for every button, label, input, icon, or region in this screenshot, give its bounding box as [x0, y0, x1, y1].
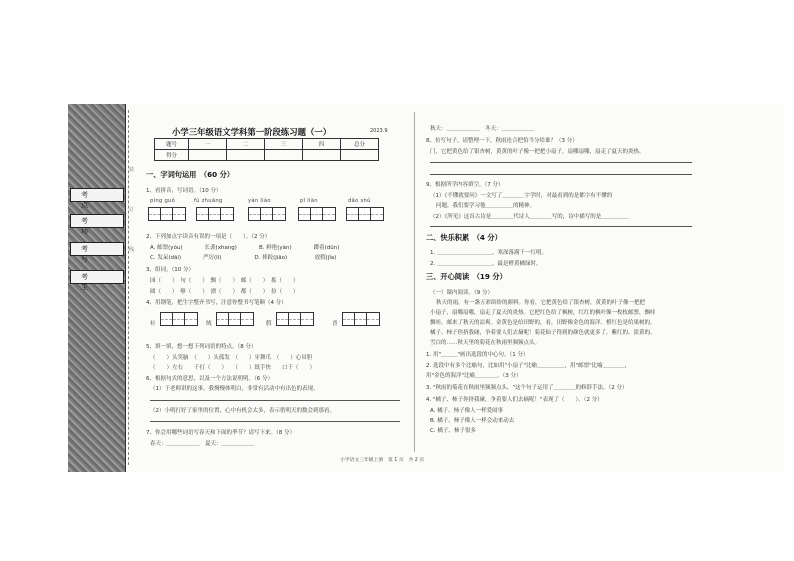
score-cell: 四 [303, 139, 341, 150]
copy-char-1: 衫 [150, 321, 156, 327]
writing-grid[interactable] [216, 312, 254, 326]
question-5: 5、填一填，想一想下列词语的特点。（8 分） [146, 344, 257, 350]
question-7-continued: 秋天：＿＿＿＿＿＿ 冬天：＿＿＿＿＿＿ [430, 126, 535, 132]
score-input-cell[interactable] [265, 150, 303, 161]
question-6-item-1: （1）于老师讲的这事，我慢慢体明白，非常有活动中有出色的表现。 [150, 386, 319, 392]
question-6-item-2: （2）小明打好了家里的位置，心中有机会太多，表示借明天的数会到那看。 [150, 408, 336, 414]
writing-grid[interactable] [196, 207, 234, 221]
question-9-item-2: （2）《所见》这首古诗是＿＿＿＿代诗人＿＿＿＿写的，诗中描写的是＿＿＿＿＿ [430, 214, 629, 220]
writing-grid[interactable] [298, 207, 336, 221]
question-9-item-1b: 问题，我们要学习他＿＿＿＿＿的精神。 [436, 203, 536, 209]
reading-question-4: 4. "橘子、柿子你挤我碰，争着要人们去摘呢！"表现了（ ）。（2 分） [426, 397, 603, 403]
student-name-label: 考 生 [81, 273, 115, 291]
score-cell: 得分 [155, 150, 189, 161]
copy-char-3: 假 [266, 321, 272, 327]
pinyin-5: dǎo shǔ [348, 198, 371, 204]
question-2-options-ab: A. 邮票(yóu) 长袭(xhang) B. 鲜艳(yàn) 蹲着(dūn) [150, 245, 340, 251]
question-3: 3、组词。（10 分） [146, 267, 194, 273]
question-4: 4、用钢笔，把生字整齐书写，注意你整书写笔顺（4 分） [146, 300, 287, 306]
score-cell: 总分 [341, 139, 379, 150]
score-input-cell[interactable] [341, 150, 379, 161]
score-cell: 一 [189, 139, 227, 150]
section-2-item-1: 1. ＿＿＿＿＿＿＿＿＿＿，寒深落满千一红明。 [430, 250, 547, 256]
pinyin-3: yán liào [248, 198, 271, 204]
exam-title: 小学三年级语文学科第一阶段练习题（一） [172, 127, 332, 137]
pinyin-4: pǐ liàn [300, 198, 318, 204]
score-input-cell[interactable] [303, 150, 341, 161]
section-2-item-2: 2. ＿＿＿＿＿＿＿＿＿＿，最是橙黄橘绿时。 [430, 261, 542, 267]
question-6: 6、根据句式的意思，以及一个方法说明明。（6 分） [146, 376, 273, 382]
question-9-item-1: （1）《不懂就要问》一文写了＿＿＿＿字学时，对最看到的是都字有不懂的 [430, 193, 613, 199]
writing-grid[interactable] [248, 207, 286, 221]
pinyin-2: fú zhuāng [194, 198, 223, 204]
reading-question-3: 3. "秋雨的菊花在秋雨里频频点头。"这个句子运用了＿＿＿＿的修辞手法。（2 分） [426, 385, 628, 391]
question-2-options-cd: C. 发呆(dāi) 严厉(lì) D. 摔跤(jiāo) 放假(jǐa) [150, 255, 337, 261]
reading-question-1: 1. 用"＿＿＿"画出选段的中心句。（1 分） [426, 352, 529, 358]
exam-date: 2023.9 [370, 128, 388, 134]
exam-room-box [70, 214, 124, 235]
exam-number-label: 考 号 [81, 245, 115, 263]
reading-passage-line-1: 秋天的雨，有一盏五彩缤纷的颜料。你看，它把黄色给了银杏树，黄黄的叶子像一把把 [436, 300, 646, 306]
reading-question-2: 2. 选段中有多个比喻句，比如用"小扇子"比喻＿＿＿＿＿，用"邮票"比喻＿＿＿＿， [426, 363, 631, 369]
binding-cut-text: 装订线 [129, 167, 135, 253]
copy-char-4: 晋 [332, 321, 338, 327]
reading-passage-line-2: 小扇子，扇哪扇哪，扇走了夏天的炎热。它把红色给了枫树，红红的枫叶像一枚枚邮票，飘哇 [430, 310, 656, 316]
question-8-example: 门，它把黄色给了银杏树，黄黄的叶子像一把把小扇子，扇哪扇哪，扇走了夏天的炎热。 [430, 149, 645, 155]
question-1: 1、看拼音，写词语。（10 分） [146, 188, 222, 194]
score-input-cell[interactable] [227, 150, 265, 161]
question-3-row-1: 园（ ） 句（ ） 飘（ ） 邮（ ） 拣（ ） [150, 278, 299, 284]
question-5-row-1: （ ）头笑脑 （ ）头孤发 （ ）牙舞爪 （ ）心吊胆 [150, 355, 313, 361]
answer-line[interactable] [430, 174, 692, 175]
binding-strip [68, 104, 126, 472]
reading-passage-line-4: 橘子、柿子你挤我碰，争着要人们去摘呢！菊花仙子得到的颜色就更多了，紫红的、淡黄的、 [430, 330, 656, 336]
score-cell: 二 [227, 139, 265, 150]
score-table-header-row [155, 139, 379, 150]
question-3-row-2: 圆（ ） 够（ ） 漂（ ） 都（ ） 捡（ ） [150, 289, 299, 295]
score-table [154, 138, 379, 161]
reading-question-4-option-c[interactable]: C. 橘子、柿子很多 [430, 428, 476, 434]
writing-grid[interactable] [346, 207, 384, 221]
reading-question-4-option-a[interactable]: A. 橘子、柿子像人一样爱闹事 [430, 408, 504, 414]
page-footer: 小学语文三年级上册 第 1 页 共 2 页 [340, 458, 425, 463]
copy-char-2: 绒 [206, 321, 212, 327]
student-name-box [70, 270, 124, 291]
answer-line[interactable] [150, 421, 400, 422]
writing-grid[interactable] [276, 312, 314, 326]
question-9: 9、根据所学内容填空。（7 分） [426, 182, 504, 188]
score-cell: 三 [265, 139, 303, 150]
reading-question-4-option-b[interactable]: B. 橘子、柿子像人一样会动来动去 [430, 418, 515, 424]
reading-question-2b: 用"金色的海洋"比喻＿＿＿＿。（3 分） [426, 373, 522, 379]
exam-site-label: 考 点 [81, 191, 115, 209]
column-divider [414, 112, 415, 452]
question-8: 8、仿写句子，请整理一下，秋雨连合把恰当分给谁？（3 分） [426, 138, 578, 144]
question-2: 2、下列加点字读音有误的一项是（ ）。（2 分） [146, 234, 271, 240]
answer-line[interactable] [430, 162, 692, 163]
score-table-score-row [155, 150, 379, 161]
exam-number-box [70, 242, 124, 263]
answer-line[interactable] [430, 226, 692, 227]
question-7: 7、你会用哪些词语写春天和下面的季节？请写下来。（8 分） [146, 430, 295, 436]
reading-passage-line-5: 雪白的……秋天里的菊花在秋雨里频频点头。 [430, 340, 541, 346]
exam-room-label: 考 场 [81, 217, 115, 235]
answer-line[interactable] [150, 400, 400, 401]
section-2-heading: 二、快乐积累 （4 分） [426, 233, 502, 242]
pinyin-1: píng guǒ [150, 198, 176, 204]
section-1-heading: 一、字词句运用 （60 分） [146, 170, 234, 179]
question-5-row-2: （ ）左右 千打（ ） （ ）纸手快 口千（ ） [150, 365, 316, 371]
writing-grid[interactable] [148, 207, 186, 221]
score-cell: 题号 [155, 139, 189, 150]
section-3-heading: 三、开心阅读 （19 分） [426, 272, 507, 281]
reading-passage-line-3: 飘哇，邮来了秋天的凉爽。金黄色是给田野的，看，田野像金色的海洋。橙红色是给果树的， [430, 320, 656, 326]
reading-1-heading: （一）课内阅读。（9 分） [430, 290, 493, 296]
score-input-cell[interactable] [189, 150, 227, 161]
exam-site-box [70, 188, 124, 209]
question-7-answer: 春天：＿＿＿＿＿＿ 夏天：＿＿＿＿＿＿ [150, 441, 255, 447]
writing-grid[interactable] [342, 312, 380, 326]
writing-grid[interactable] [160, 312, 198, 326]
